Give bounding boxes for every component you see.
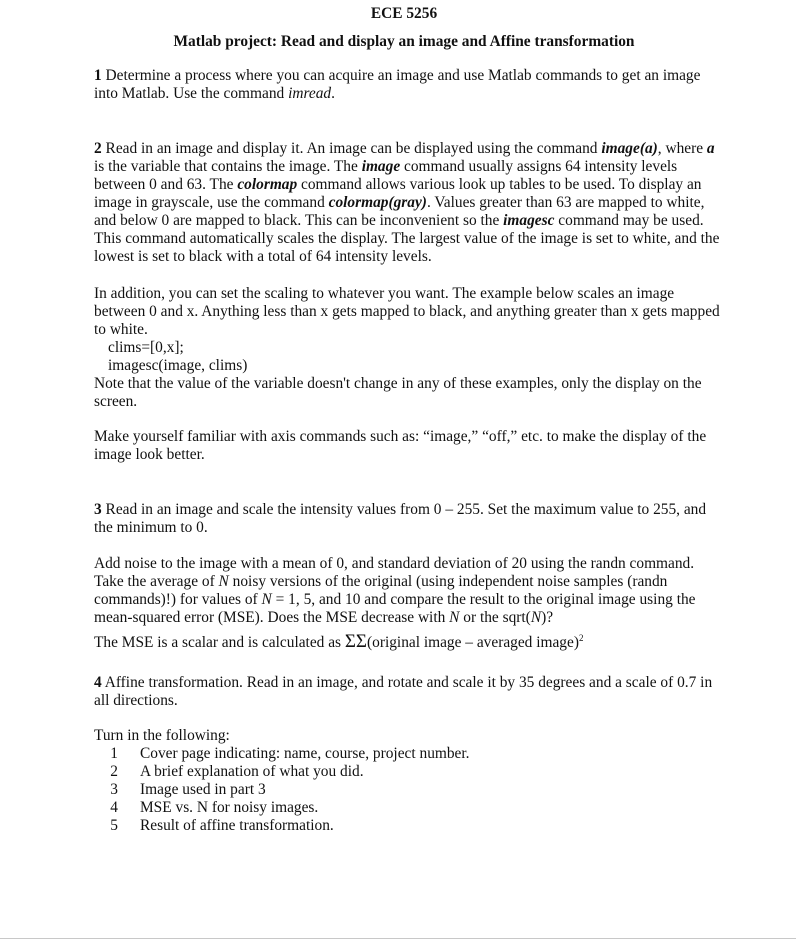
colormap-gray-command: colormap(gray) [328,194,427,211]
variable-a: a [706,140,715,157]
squared-exponent: 2 [578,632,584,643]
section-1-number: 1 [94,67,102,84]
mse-formula-line: The MSE is a scalar and is calculated as ΣΣ(original image – averaged image)$^2$ [94,631,584,652]
section-3-paragraph: 3 Read in an image and scale the intensity values from 0 – 255. Set the maximum value to 255, and the minimum to 0. [94,501,707,536]
list-item: 5 Result of affine transformation. [110,817,334,834]
list-item: 3 Image used in part 3 [110,781,266,798]
turn-in-heading: Turn in the following: [94,727,230,744]
section-4-paragraph: 4 Affine transformation. Read in an image, and rotate and scale it by 35 degrees and a scale of 0.7 in all directions. [94,674,713,709]
section-1-paragraph: 1 Determine a process where you can acquire an image and use Matlab commands to get an image into Matlab. Use the command imread. [94,67,701,102]
double-sigma-symbol: ΣΣ [344,631,367,652]
list-item: 2 A brief explanation of what you did. [110,763,364,780]
project-title: Matlab project: Read and display an image and Affine transformation [173,33,635,50]
image-a-command: image(a) [601,140,658,157]
course-title: ECE 5256 [370,5,438,22]
section-3-number: 3 [94,501,102,518]
imread-command: imread [288,85,332,102]
page-bottom-divider [0,938,796,939]
code-line-imagesc: imagesc(image, clims) [108,357,248,374]
turn-in-list [94,745,594,835]
list-item: 4 MSE vs. N for noisy images. [110,799,319,816]
section-2-paragraph: 2 Read in an image and display it. An image can be displayed using the command image(a), where a is the variable that contains the image. The image command usually assigns 64 intensity levels between 0 and 63. The colormap command allows various look up tables to be used. To display an image in grayscale, use the command colormap(gray). Values greater than 63 are mapped to white, and below 0 are mapped to black. This can be inconvenient so the imagesc command may be used. This command automatically scales the display. The largest value of the image is set to white, and the lowest is set to black with a total of 64 intensity levels. [94,140,720,265]
list-item: 1 Cover page indicating: name, course, project number. [110,745,470,762]
section-2-note-paragraph: Note that the value of the variable doesn't change in any of these examples, only the display on the screen. [94,375,702,410]
section-3-noise-paragraph: Add noise to the image with a mean of 0, and standard deviation of 20 using the randn command. Take the average of N noisy versions of the original (using independent noise samples (randn commands)!) for values of N = 1, 5, and 10 and compare the result to the original image using the mean-squared error (MSE). Does the MSE decrease with N or the sqrt(N)? [94,555,696,626]
section-2-scaling-paragraph: In addition, you can set the scaling to whatever you want. The example below scales an image between 0 and x. Anything less than x gets mapped to black, and anything greater than x gets mapped to white. [94,285,720,338]
section-4-number: 4 [94,674,102,691]
section-2-number: 2 [94,140,102,157]
section-2-axis-paragraph: Make yourself familiar with axis commands such as: “image,” “off,” etc. to make the display of the image look better. [94,428,707,463]
imagesc-command: imagesc [503,212,555,229]
code-line-clims: clims=[0,x]; [108,339,184,356]
image-command: image [361,158,401,175]
colormap-command: colormap [237,176,298,193]
